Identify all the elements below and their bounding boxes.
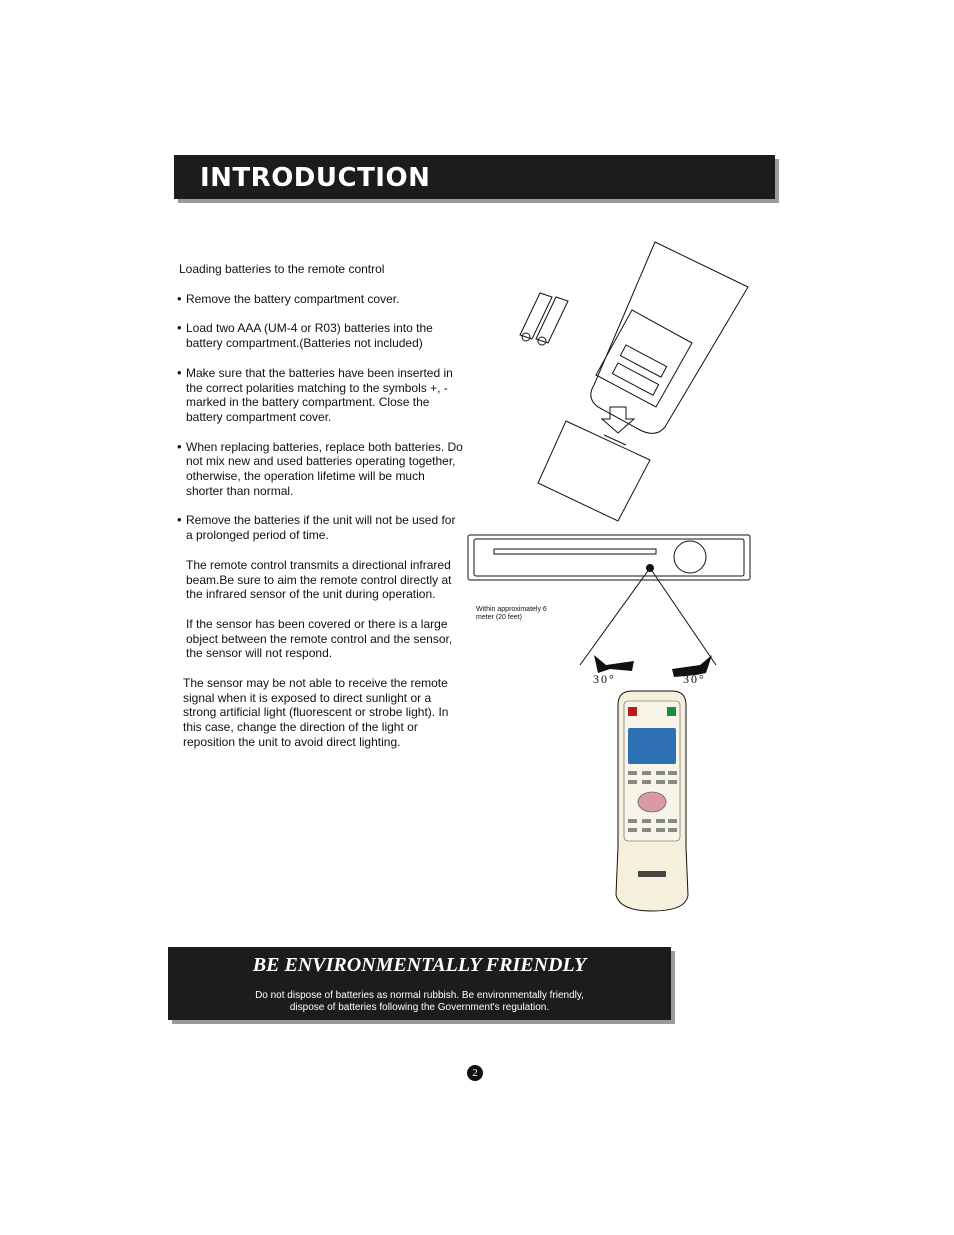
remote-back [591,242,748,433]
environment-line: dispose of batteries following the Government's regulation. [289,1002,550,1013]
battery-slot [612,363,658,395]
dvd-player-face [474,539,744,576]
beam-left [580,568,650,665]
bullet-item: • Load two AAA (UM-4 or R03) batteries into the battery compartment.(Batteries not included) [179,321,464,350]
paragraph: The sensor may be not able to receive the remote signal when it is exposed to direct sunlight or a strong artificial light (fluorescent or strobe light). In this case, change the direction of the light or reposition the unit to avoid direct lighting. [183,676,449,749]
power-button [628,707,637,716]
dvd-knob [674,541,706,573]
illustration-drawing [460,235,780,925]
illustration [460,235,780,925]
angle-arrow-left [594,655,634,673]
nav-pad [638,792,666,812]
brand-plate [638,871,666,877]
environment-line: Do not dispose of batteries as normal rubbish. Be environmentally friendly, [255,990,584,1001]
remote-front [616,691,688,911]
bullet-item: • Make sure that the batteries have been inserted in the correct polarities matching to the symbols +, - marked in the battery compartment. Close the battery compartment cover. [179,366,464,425]
open-button [667,707,676,716]
beam-right [650,568,716,665]
section-header [174,155,775,199]
environment-title: BE ENVIRONMENTALLY FRIENDLY [252,954,587,976]
battery-cover [538,421,650,521]
instructions-text [179,262,464,765]
bullet-item: • Remove the battery compartment cover. [179,292,464,307]
angle-label-left: 30° [593,672,616,686]
dvd-player [468,535,750,580]
environment-notice [168,947,671,1020]
disc-tray [494,549,656,554]
number-pad [628,728,676,764]
paragraph: The remote control transmits a directional infrared beam.Be sure to aim the remote control directly at the infrared sensor of the unit during operation. [186,557,452,602]
battery-compartment [596,310,692,407]
battery-slot [620,345,666,377]
down-arrow [602,407,634,433]
environment-text [168,990,671,1014]
ir-sensor [646,564,654,572]
page-number: 2 [467,1065,483,1081]
range-label: Within approximately 6 meter (20 feet) [476,606,547,621]
bullet-item: • When replacing batteries, replace both batteries. Do not mix new and used batteries operating together, otherwise, the operation lifetime will be much shorter than normal. [179,440,464,499]
page-title: INTRODUCTION [200,163,431,193]
bullet-item: • Remove the batteries if the unit will not be used for a prolonged period of time. [179,513,464,542]
paragraph: If the sensor has been covered or there is a large object between the remote control and the sensor, the sensor will not respond. [186,616,453,661]
intro-line: Loading batteries to the remote control [179,262,385,276]
angle-label-right: 30° [683,672,706,686]
